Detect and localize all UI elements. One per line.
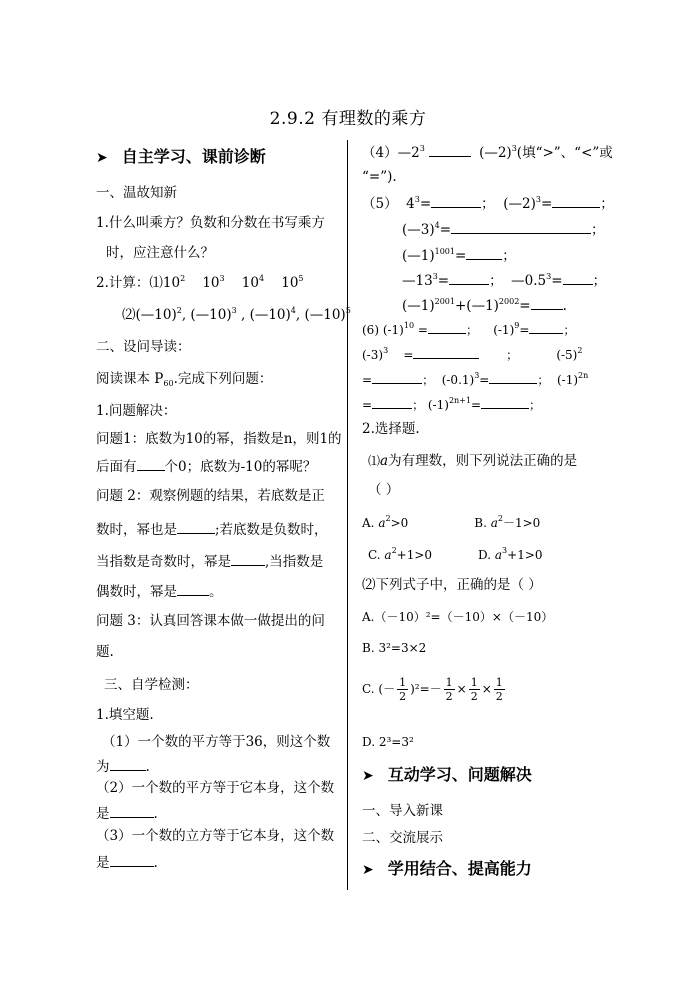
choice-2-option-d: D. 2³=3²	[362, 735, 414, 749]
answer-blank[interactable]	[110, 756, 146, 771]
item-6-line4: = ； $(-1)^{2n+1}=$ ；	[362, 396, 542, 412]
answer-blank[interactable]	[137, 456, 165, 471]
problem-2-line3: 当指数是奇数时，幂是 ,当指数是	[96, 551, 323, 571]
item-4-line2: “=”).	[362, 169, 397, 185]
answer-blank[interactable]	[489, 369, 537, 384]
section-heading-application: ➤ 学用结合、提高能力	[362, 859, 532, 878]
fill-blank-1-line1: （1）一个数的平方等于36，则这个数	[102, 734, 331, 750]
subheading-self-check: 三、自学检测：	[104, 677, 199, 693]
problem-2-line2: 数时，幂也是 ;若底数是负数时，	[96, 519, 328, 539]
item-5-line3: (—1)$^{1001}$= ；	[402, 247, 516, 264]
problem-1-line2: 后面有 个0；底数为-10的幂呢？	[96, 456, 316, 476]
choice-2-option-a: A.（－10）²=（－10）×（－10）	[362, 610, 554, 624]
subheading-exchange: 二、交流展示	[362, 830, 443, 846]
column-divider	[347, 140, 348, 890]
reading-instruction: 阅读课本 $P_{60}$.完成下列问题：	[96, 371, 273, 388]
subheading-review: 一、温故知新	[96, 185, 177, 201]
item-6-line1: (6) $(-1)^{10}$ = ； $(-1)^9=$ ；	[362, 321, 576, 337]
answer-blank[interactable]	[552, 193, 600, 208]
answer-blank[interactable]	[466, 245, 502, 260]
fill-blank-2-line2: 是 .	[96, 803, 158, 823]
answer-blank[interactable]	[177, 519, 215, 534]
choice-1-stem: ⑴a为有理数，则下列说法正确的是	[368, 453, 578, 469]
choice-1-bracket: （ ）	[368, 482, 400, 498]
subheading-intro: 一、导入新课	[362, 803, 443, 819]
item-4-line1: $(4)—2^3$ (—2)$^3$(填“>”、“<”或	[362, 144, 613, 161]
problem-3-line1: 问题 3：认真回答课本做一做提出的问	[96, 613, 325, 629]
answer-blank[interactable]	[451, 219, 591, 234]
page-title: 2.9.2 有理数的乘方	[269, 109, 427, 129]
answer-blank[interactable]	[372, 394, 412, 409]
problem-3-line2: 题.	[96, 644, 114, 660]
item-5-line1: （5） $4^3=$ ； (—2)$^3$= ；	[362, 195, 614, 212]
section-heading-self-study: ➤ 自主学习、课前诊断	[96, 147, 266, 166]
problem-1-line1: 问题1：底数为10的幂，指数是n，则1的	[96, 431, 342, 447]
choice-title: 2.选择题.	[362, 421, 420, 437]
answer-blank[interactable]	[429, 142, 471, 157]
answer-blank[interactable]	[177, 581, 209, 596]
problem-2-line1: 问题 2：观察例题的结果，若底数是正	[96, 488, 325, 504]
answer-blank[interactable]	[449, 270, 489, 285]
fill-blank-3-line2: 是 .	[96, 852, 158, 872]
answer-blank[interactable]	[428, 319, 466, 334]
problem-2-line4: 偶数时，幂是 。	[96, 581, 223, 601]
fill-blank-2-line1: （2）一个数的平方等于它本身，这个数	[96, 780, 335, 796]
answer-blank[interactable]	[431, 193, 481, 208]
fill-blank-3-line1: （3）一个数的立方等于它本身，这个数	[96, 828, 335, 844]
item-6-line2: $(-3)^3$ = ； $(-5)^2$	[362, 346, 583, 362]
question-2-line1: 2.计算：$⑴10^2$ $10^3$ $10^4$ $10^5$	[96, 274, 304, 291]
answer-blank[interactable]	[110, 803, 154, 818]
choice-2-stem: ⑵下列式子中，正确的是（ ）	[362, 577, 542, 593]
choice-2-option-b: B. 3²=3×2	[362, 641, 427, 655]
answer-blank[interactable]	[531, 295, 563, 310]
answer-blank[interactable]	[529, 319, 563, 334]
question-2-line2: ⑵(—10)$^2$, (—10)$^3$ , (—10)$^4$, (—10)$^5$	[122, 306, 351, 323]
arrow-bullet-icon: ➤	[96, 150, 108, 166]
choice-2-option-c: C. (－ $\frac{1}{2}$ )²=－ $\frac{1}{2}$ × $\frac{1}{2}$ × $\frac{1}{2}$	[362, 676, 503, 703]
item-6-line3: = ； $(-0.1)^3=$ ； $(-1)^{2n}$	[362, 371, 589, 387]
item-5-line5: (—1)$^{2001}$+(—1)$^{2002}$= .	[402, 297, 567, 314]
answer-blank[interactable]	[481, 394, 529, 409]
choice-1-options-cd: C. $a^2+1>0$ D. $a^3+1>0$	[368, 546, 543, 562]
arrow-bullet-icon: ➤	[362, 862, 374, 878]
answer-blank[interactable]	[110, 852, 154, 867]
answer-blank[interactable]	[231, 551, 265, 566]
fill-blank-1-line2: 为 .	[96, 756, 150, 776]
item-5-line2: (—3)$^4$= ；	[402, 221, 605, 238]
section-heading-interactive: ➤ 互动学习、问题解决	[362, 765, 532, 784]
answer-blank[interactable]	[413, 344, 479, 359]
subheading-guided-questions: 二、设问导读：	[96, 339, 191, 355]
problem-solving-label: 1.问题解决：	[96, 403, 177, 419]
question-1-line1: 1.什么叫乘方？负数和分数在书写乘方	[96, 215, 325, 231]
item-5-line4: $—13^3=$ ； $—0.5^3=$ ；	[402, 272, 607, 289]
arrow-bullet-icon: ➤	[362, 768, 374, 784]
answer-blank[interactable]	[563, 270, 593, 285]
question-1-line2: 时，应注意什么？	[106, 245, 214, 261]
fill-blank-title: 1.填空题.	[96, 707, 154, 723]
choice-1-options-ab: A. $a^2>0$ B. $a^2-1>0$	[362, 514, 541, 530]
answer-blank[interactable]	[372, 369, 422, 384]
